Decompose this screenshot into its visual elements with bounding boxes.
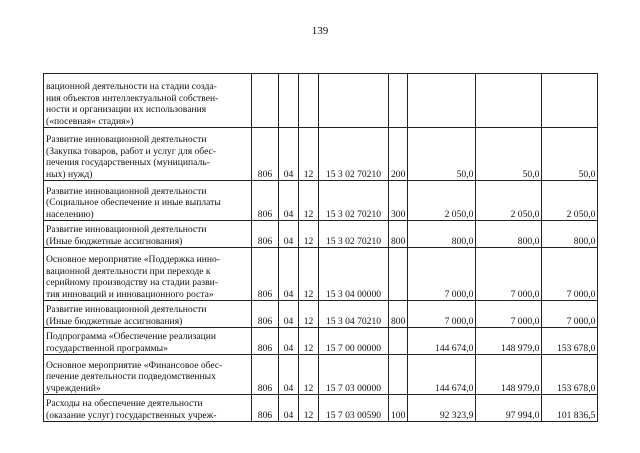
section-code: 04	[279, 301, 299, 328]
ved-code: 806	[252, 248, 279, 301]
section-code: 04	[279, 248, 299, 301]
subsection-code: 12	[299, 355, 319, 395]
expense-type-code: 800	[389, 301, 408, 328]
table-row	[44, 301, 598, 328]
amount-year-1: 7 000,0	[408, 301, 476, 328]
amount-year-1: 50,0	[408, 128, 476, 181]
amount-year-3: 7 000,0	[542, 248, 598, 301]
subsection-code: 12	[299, 128, 319, 181]
target-article-code	[319, 74, 389, 128]
row-name: Развитие инновационной деятельности (Закупка товаров, работ и услуг для обес- печения государственных (муниципаль- ных) нужд)	[44, 128, 252, 181]
row-name: Развитие инновационной деятельности (Социальное обеспечение и иные выплаты населению)	[44, 181, 252, 221]
subsection-code: 12	[299, 395, 319, 422]
expense-type-code	[389, 248, 408, 301]
amount-year-3: 153 678,0	[542, 355, 598, 395]
amount-year-3: 101 836,5	[542, 395, 598, 422]
amount-year-3	[542, 74, 598, 128]
amount-year-2: 97 994,0	[476, 395, 542, 422]
ved-code: 806	[252, 395, 279, 422]
section-code: 04	[279, 355, 299, 395]
ved-code: 806	[252, 328, 279, 355]
amount-year-3: 800,0	[542, 221, 598, 248]
table-row	[44, 355, 598, 395]
page-number: 139	[311, 25, 329, 37]
amount-year-1: 800,0	[408, 221, 476, 248]
amount-year-2: 800,0	[476, 221, 542, 248]
amount-year-1	[408, 74, 476, 128]
table-row	[44, 128, 598, 181]
section-code: 04	[279, 181, 299, 221]
target-article-code: 15 3 04 70210	[319, 301, 389, 328]
row-name: Развитие инновационной деятельности (Иные бюджетные ассигнования)	[44, 221, 252, 248]
amount-year-3: 2 050,0	[542, 181, 598, 221]
expense-type-code: 800	[389, 221, 408, 248]
target-article-code: 15 3 02 70210	[319, 128, 389, 181]
amount-year-3: 50,0	[542, 128, 598, 181]
amount-year-2: 7 000,0	[476, 248, 542, 301]
subsection-code: 12	[299, 248, 319, 301]
amount-year-2	[476, 74, 542, 128]
row-name: Расходы на обеспечение деятельности (оказание услуг) государственных учреж-	[44, 395, 252, 422]
target-article-code: 15 3 02 70210	[319, 181, 389, 221]
amount-year-2: 2 050,0	[476, 181, 542, 221]
amount-year-1: 144 674,0	[408, 355, 476, 395]
ved-code: 806	[252, 181, 279, 221]
section-code: 04	[279, 328, 299, 355]
row-name: Подпрограмма «Обеспечение реализации государственной программы»	[44, 328, 252, 355]
section-code	[279, 74, 299, 128]
amount-year-2: 7 000,0	[476, 301, 542, 328]
ved-code	[252, 74, 279, 128]
expense-type-code	[389, 355, 408, 395]
subsection-code	[299, 74, 319, 128]
target-article-code: 15 7 03 00000	[319, 355, 389, 395]
section-code: 04	[279, 221, 299, 248]
amount-year-3: 7 000,0	[542, 301, 598, 328]
target-article-code: 15 3 02 70210	[319, 221, 389, 248]
table-row	[44, 395, 598, 422]
table-row	[44, 74, 598, 128]
table-row	[44, 221, 598, 248]
table-row	[44, 248, 598, 301]
expense-type-code	[389, 328, 408, 355]
subsection-code: 12	[299, 221, 319, 248]
amount-year-1: 7 000,0	[408, 248, 476, 301]
target-article-code: 15 7 03 00590	[319, 395, 389, 422]
amount-year-2: 50,0	[476, 128, 542, 181]
ved-code: 806	[252, 301, 279, 328]
budget-table	[43, 73, 598, 422]
subsection-code: 12	[299, 301, 319, 328]
expense-type-code: 100	[389, 395, 408, 422]
amount-year-1: 144 674,0	[408, 328, 476, 355]
row-name: вационной деятельности на стадии созда- ния объектов интеллектуальной собствен- ности и организации их использования («посевная« стадия»)	[44, 74, 252, 128]
expense-type-code: 300	[389, 181, 408, 221]
ved-code: 806	[252, 355, 279, 395]
amount-year-2: 148 979,0	[476, 328, 542, 355]
target-article-code: 15 3 04 00000	[319, 248, 389, 301]
table-row	[44, 328, 598, 355]
ved-code: 806	[252, 221, 279, 248]
amount-year-1: 92 323,9	[408, 395, 476, 422]
amount-year-2: 148 979,0	[476, 355, 542, 395]
section-code: 04	[279, 395, 299, 422]
section-code: 04	[279, 128, 299, 181]
expense-type-code	[389, 74, 408, 128]
expense-type-code: 200	[389, 128, 408, 181]
subsection-code: 12	[299, 181, 319, 221]
row-name: Основное мероприятие «Финансовое обес- печение деятельности подведомственных учреждений»	[44, 355, 252, 395]
ved-code: 806	[252, 128, 279, 181]
row-name: Развитие инновационной деятельности (Иные бюджетные ассигнования)	[44, 301, 252, 328]
table-row	[44, 181, 598, 221]
amount-year-3: 153 678,0	[542, 328, 598, 355]
subsection-code: 12	[299, 328, 319, 355]
row-name: Основное мероприятие «Поддержка инно- вационной деятельности при переходе к серийному производству на стадии разви- тия инноваций и инновационного роста»	[44, 248, 252, 301]
amount-year-1: 2 050,0	[408, 181, 476, 221]
target-article-code: 15 7 00 00000	[319, 328, 389, 355]
